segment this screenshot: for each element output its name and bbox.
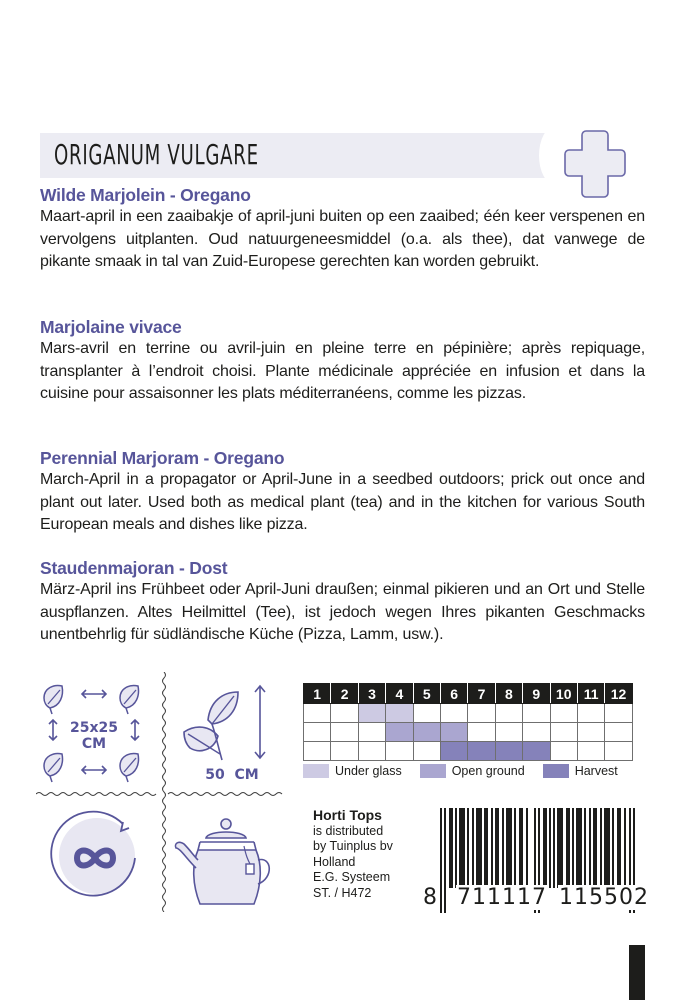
section-english [40, 447, 645, 537]
section-french [40, 316, 645, 406]
section-text: Maart-april in een zaaibakje of april-juni buiten op een zaaibed; één keer verspenen en vervolgens uitplanten. Oud natuurgeneesmiddel (o.a. als thee), dat vanwege de pikante smaak in tal van Zuid-Europese gerechten kan worden gebruikt. [40, 208, 645, 270]
calendar-cell [331, 742, 358, 761]
sowing-calendar [303, 683, 633, 761]
calendar-cell [413, 704, 440, 723]
barcode-first-digit: 8 [423, 885, 438, 910]
calendar-cell [577, 723, 604, 742]
calendar-cell [605, 742, 632, 761]
calendar-cell-active [440, 723, 467, 742]
section-text: March-April in a propagator or April-June in a seedbed outdoors; prick out once and plant out later. Used both as medical plant (tea) and in the kitchen for various South European meals and dishes like pizza. [40, 471, 645, 533]
calendar-cell [605, 723, 632, 742]
barcode-number [423, 885, 650, 910]
month-header: 2 [331, 684, 358, 704]
legend-item-open-ground [420, 764, 525, 778]
month-header: 10 [550, 684, 577, 704]
legend-label: Harvest [574, 764, 618, 778]
legend-swatch [303, 764, 329, 778]
distributor-line: by Tuinplus bv [313, 839, 393, 854]
month-header: 4 [386, 684, 413, 704]
teapot-icon [172, 808, 287, 913]
section-german [40, 557, 645, 647]
month-header: 3 [358, 684, 385, 704]
calendar-cell-active [413, 723, 440, 742]
distributor-line: Holland [313, 854, 356, 869]
legend-item-under-glass [303, 764, 402, 778]
calendar-cell [304, 723, 331, 742]
month-header: 9 [523, 684, 550, 704]
distributor-line: E.G. Systeem [313, 870, 391, 885]
brand-name: Horti Tops [313, 807, 382, 823]
distributor-info [313, 808, 393, 902]
section-title: Staudenmajoran - Dost [40, 558, 228, 578]
black-marker-tab [629, 945, 645, 1000]
section-text: März-April ins Frühbeet oder April-Juni draußen; einmal pikieren und an Ort und Stelle auspflanzen. Altes Heilmittel (Tee), ist jedoch wegen Ihres pikanten Geschmacks unentbehrlig für südländische Küche (Pizza, Lamm, usw.). [40, 581, 645, 643]
calendar-row-under-glass [304, 704, 633, 723]
calendar-cell-active [358, 704, 385, 723]
calendar-cell [413, 742, 440, 761]
legend-swatch [543, 764, 569, 778]
calendar-row-harvest [304, 742, 633, 761]
month-header: 1 [304, 684, 331, 704]
section-title: Marjolaine vivace [40, 317, 182, 337]
month-header: 5 [413, 684, 440, 704]
plant-height-icon [180, 680, 290, 788]
calendar-cell [358, 723, 385, 742]
calendar-cell [550, 723, 577, 742]
month-header: 11 [577, 684, 604, 704]
latin-name: ORIGANUM VULGARE [54, 138, 259, 171]
svg-text:CM: CM [81, 736, 107, 752]
month-header: 8 [495, 684, 522, 704]
calendar-cell-active [495, 742, 522, 761]
wavy-divider-horizontal [36, 790, 286, 798]
calendar-cell [386, 742, 413, 761]
month-header: 12 [605, 684, 632, 704]
calendar-cell [304, 742, 331, 761]
calendar-cell [468, 723, 495, 742]
title-bar [40, 133, 555, 178]
calendar-cell [550, 742, 577, 761]
barcode-group-1: 711117 [457, 885, 547, 910]
calendar-cell [468, 704, 495, 723]
svg-text:25x25: 25x25 [70, 720, 118, 736]
legend-label: Open ground [451, 764, 525, 778]
calendar-cell-active [440, 742, 467, 761]
distributor-line: ST. / H472 [313, 885, 372, 900]
calendar-header-row [304, 684, 633, 704]
calendar-cell [358, 742, 385, 761]
calendar-cell [605, 704, 632, 723]
calendar-cell [495, 723, 522, 742]
section-title: Wilde Marjolein - Oregano [40, 185, 251, 205]
month-header: 6 [440, 684, 467, 704]
calendar-cell-active [468, 742, 495, 761]
legend-label: Under glass [335, 764, 402, 778]
calendar-row-open-ground [304, 723, 633, 742]
distributor-line: is distributed [313, 823, 384, 838]
legend-item-harvest [543, 764, 618, 778]
plant-spacing-icon [38, 680, 160, 788]
barcode-group-2: 115502 [558, 885, 649, 910]
calendar-cell [523, 723, 550, 742]
calendar-cell [577, 704, 604, 723]
month-header: 7 [468, 684, 495, 704]
calendar-legend [303, 764, 636, 778]
perennial-infinity-icon [45, 808, 145, 908]
svg-text:50 CM: 50 CM [205, 767, 259, 783]
legend-swatch [420, 764, 446, 778]
calendar-cell [304, 704, 331, 723]
calendar-cell-active [386, 704, 413, 723]
calendar-cell [495, 704, 522, 723]
calendar-cell [577, 742, 604, 761]
calendar-cell-active [386, 723, 413, 742]
calendar-cell [523, 704, 550, 723]
section-dutch [40, 184, 645, 274]
section-text: Mars-avril en terrine ou avril-juin en pleine terre en pépinière; après repiquage, transplanter à l’endroit choisi. Plante médicinale appréciée en infusion et dans la cuisine pour assaisonner les plats méditerranéens, comme les pizzas. [40, 340, 645, 402]
calendar-cell [331, 704, 358, 723]
section-title: Perennial Marjoram - Oregano [40, 448, 285, 468]
calendar-cell-active [523, 742, 550, 761]
calendar-cell [550, 704, 577, 723]
calendar-cell [331, 723, 358, 742]
calendar-cell [440, 704, 467, 723]
